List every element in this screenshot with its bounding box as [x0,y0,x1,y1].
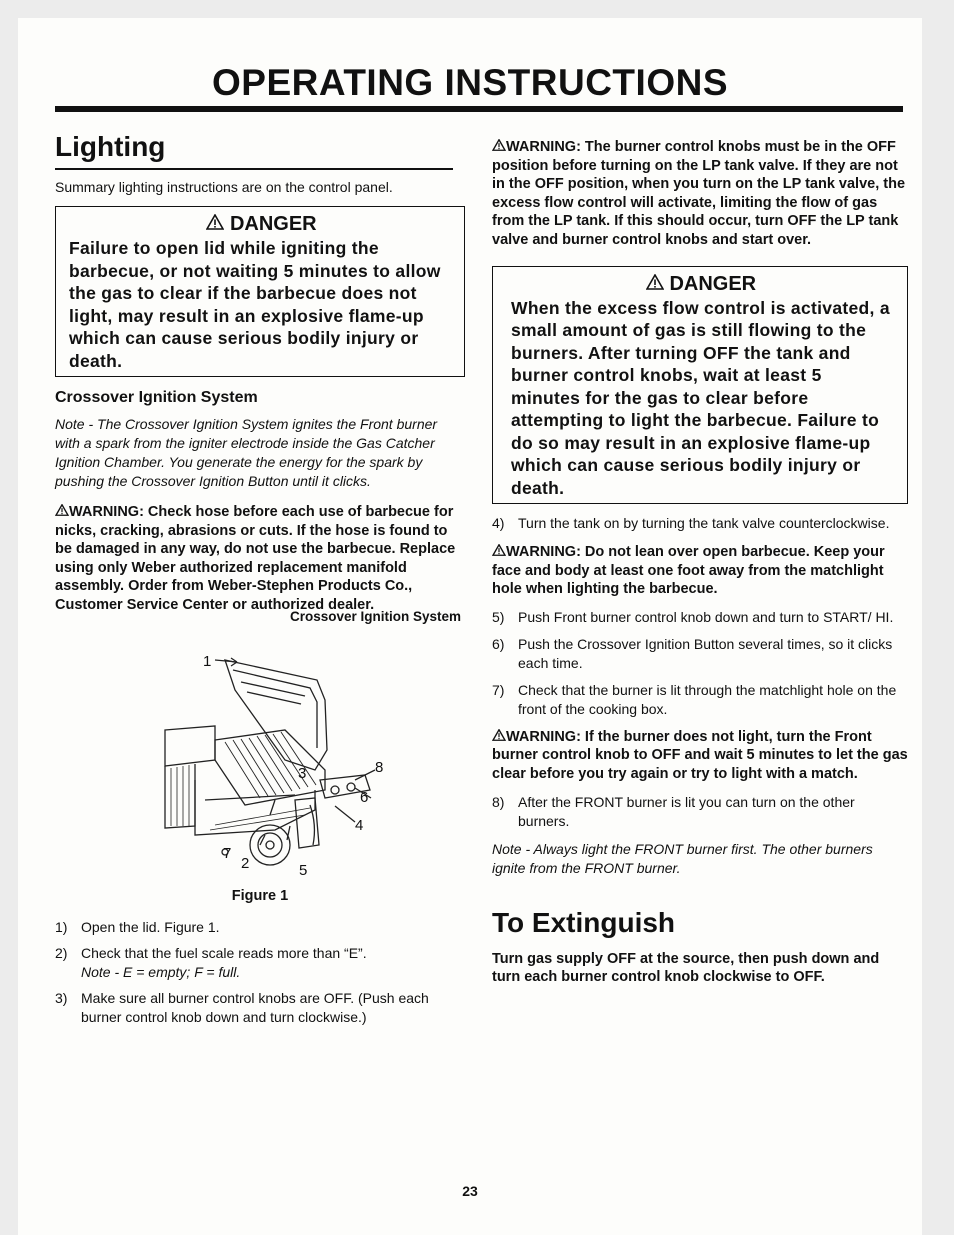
crossover-heading: Crossover Ignition System [55,389,258,406]
warning-triangle-icon [55,504,69,516]
danger-box-1 [55,206,465,377]
figure-caption: Figure 1 [231,887,289,904]
page-title: OPERATING INSTRUCTIONS [212,62,728,103]
figure-label: Crossover Ignition System [289,608,461,624]
danger-text-1: Failure to open lid while igniting the barbecue, or not waiting 5 minutes to allow the gas to clear if the barbecue does not light, may result in an explosive flame-up which can cause serious bodily injury or death. [69,238,441,371]
danger-box-2 [492,266,908,505]
warning-triangle-icon [206,214,224,230]
page-number: 23 [462,1183,478,1199]
crossover-note: Note - The Crossover Ignition System ignites the Front burner with a spark from the igniter electrode inside the Gas Catcher Ignition Chamber. You generate the energy for the spark by pushing the Crossover Ignition Button until it clicks. [55,416,438,489]
manual-page [18,18,922,1235]
warning-hose [55,503,465,615]
extinguish-heading: To Extinguish [492,906,676,938]
step-1: 1) Open the lid. Figure 1. [55,918,220,935]
step-8: 8) After the FRONT burner is lit you can turn on the other burners. [492,793,855,829]
right-column [492,138,908,987]
danger-label-1: DANGER [229,213,317,235]
callout-2: 2 [241,854,250,872]
callout-8: 8 [375,758,384,776]
warning-triangle-icon [492,729,506,741]
extinguish-text: Turn gas supply OFF at the source, then push down and turn each burner control knob clockwise to OFF. [492,950,880,986]
left-column [55,130,465,1027]
warning-triangle-icon [646,274,664,290]
callout-5: 5 [299,861,308,878]
callout-1: 1 [203,652,212,670]
lighting-rule [55,168,453,170]
steps-right [492,608,908,719]
step-2-note: Note - E = empty; F = full. [81,963,241,980]
steps-left [55,918,465,1027]
warning-triangle-icon [492,139,506,151]
warning-lp [492,138,908,250]
step-4: 4) Turn the tank on by turning the tank valve counterclockwise. [492,515,890,532]
step-5: 5) Push Front burner control knob down and turn to START/ HI. [492,608,894,625]
step-3: 3) Make sure all burner control knobs are OFF. (Push each burner control knob down and turn clockwise.) [55,989,429,1025]
warning-not-lit [492,728,908,784]
title-rule [55,106,903,112]
step-7: 7) Check that the burner is lit through the matchlight hole on the front of the cooking box. [492,681,897,717]
callout-6: 6 [360,788,369,806]
lighting-summary: Summary lighting instructions are on the control panel. [55,179,393,195]
step-2: 2) Check that the fuel scale reads more than “E”. Note - E = empty; F = full. [55,944,367,980]
warning-lp-text: WARNING: The burner control knobs must be in the OFF position before turning on the LP tank valve. If they are not in the OFF position, when you turn on the LP tank valve, the excess flow control will activate, limiting the flow of gas from the LP tank. If this should occur, turn OFF the LP tank valve and burner control knobs and start over. [492,139,906,248]
callout-3: 3 [298,764,307,782]
step-6: 6) Push the Crossover Ignition Button several times, so it clicks each time. [492,635,893,671]
callout-4: 4 [355,816,364,834]
danger-header-1 [69,213,454,235]
warning-not-lit-text: WARNING: If the burner does not light, turn the Front burner control knob to OFF and wait 5 minutes to let the gas clear before you try again or try to light with a match. [492,728,908,783]
callout-7: 7 [223,844,232,862]
lighting-heading: Lighting [55,131,166,162]
warning-hose-text: WARNING: Check hose before each use of barbecue for nicks, cracking, abrasions or cuts. If the hose is found to be damaged in any way, do not use the barbecue. Replace using only Weber authorized replacement manifold assembly. Order from Weber-Stephen Products Co., Customer Service Center or authorized dealer. [55,504,456,613]
warning-triangle-icon [492,544,506,556]
danger-text-2: When the excess flow control is activated, a small amount of gas is still flowing to the burners. After turning OFF the tank and burner control knobs, wait at least 5 minutes for the gas to clear before attempting to light the barbecue. Failure to do so may result in an explosive flame-up which can cause serious bodily injury or death. [511,297,890,498]
warning-lean [492,543,908,599]
front-burner-note: Note - Always light the FRONT burner first. The other burners ignite from the FRONT burner. [492,840,873,876]
danger-header-2 [511,273,891,295]
danger-label-2: DANGER [669,272,757,295]
warning-lean-text: WARNING: Do not lean over open barbecue. Keep your face and body at least one foot away from the matchlight hole when lighting the barbecue. [492,544,885,598]
barbecue-figure [55,630,465,878]
